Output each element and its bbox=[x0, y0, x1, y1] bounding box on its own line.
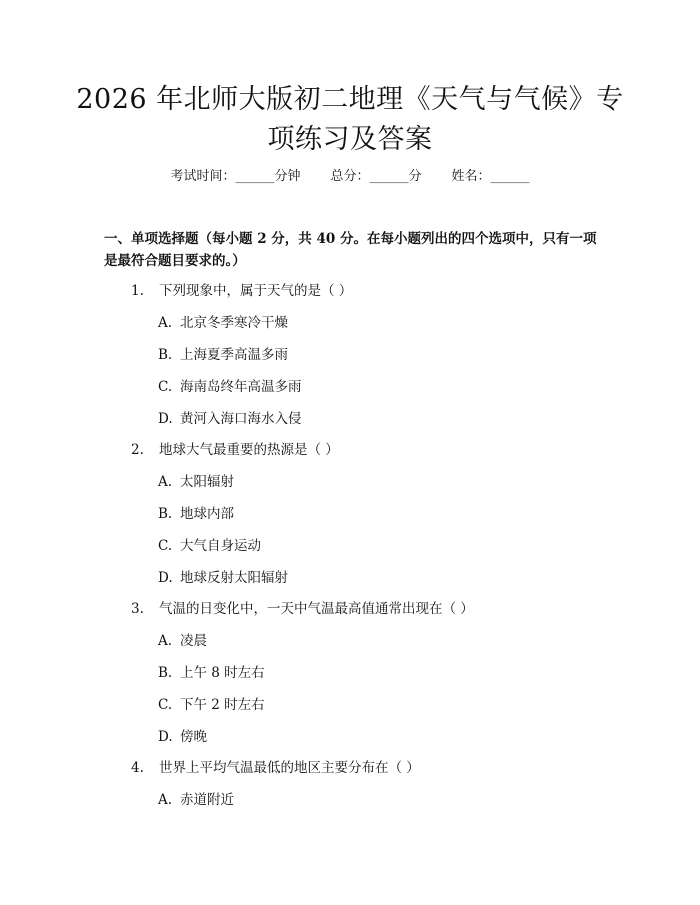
question-option bbox=[158, 505, 234, 523]
question-option bbox=[158, 696, 265, 714]
option-text: 海南岛终年高温多雨 bbox=[180, 379, 302, 395]
question-number: 1. bbox=[131, 283, 144, 299]
option-text: 太阳辐射 bbox=[180, 474, 234, 490]
question-option bbox=[158, 664, 265, 682]
question-option bbox=[158, 569, 288, 587]
option-letter: D. bbox=[158, 729, 173, 745]
question-option bbox=[158, 632, 207, 650]
question-text: 下列现象中，属于天气的是（ ） bbox=[159, 283, 353, 299]
page-title bbox=[60, 80, 640, 160]
question-option bbox=[158, 410, 302, 428]
question-text: 气温的日变化中，一天中气温最高值通常出现在（ ） bbox=[159, 601, 474, 617]
section-heading bbox=[104, 228, 604, 272]
option-letter: D. bbox=[158, 570, 173, 586]
question-option bbox=[158, 728, 207, 746]
question-number: 2. bbox=[131, 442, 144, 458]
option-text: 下午 2 时左右 bbox=[180, 697, 265, 713]
option-text: 地球内部 bbox=[180, 506, 234, 522]
question-option bbox=[158, 314, 288, 332]
title-line-2: 项练习及答案 bbox=[267, 124, 433, 155]
exam-info-line bbox=[60, 168, 640, 186]
question-option bbox=[158, 473, 234, 491]
option-letter: A. bbox=[158, 633, 173, 649]
option-letter: A. bbox=[158, 792, 173, 808]
question-stem bbox=[131, 282, 352, 300]
option-letter: D. bbox=[158, 411, 173, 427]
option-text: 赤道附近 bbox=[180, 792, 234, 808]
option-letter: C. bbox=[158, 379, 173, 395]
exam-time-label: 考试时间：______分钟 bbox=[170, 169, 301, 184]
option-letter: C. bbox=[158, 538, 173, 554]
question-text: 世界上平均气温最低的地区主要分布在（ ） bbox=[159, 760, 420, 776]
question-stem bbox=[131, 600, 474, 618]
option-letter: A. bbox=[158, 315, 173, 331]
option-letter: C. bbox=[158, 697, 173, 713]
option-text: 上海夏季高温多雨 bbox=[180, 347, 288, 363]
question-option bbox=[158, 378, 302, 396]
question-stem bbox=[131, 441, 339, 459]
option-text: 黄河入海口海水入侵 bbox=[180, 411, 302, 427]
option-letter: B. bbox=[158, 506, 173, 522]
question-option bbox=[158, 346, 288, 364]
option-text: 上午 8 时左右 bbox=[180, 665, 265, 681]
title-line-1: 2026 年北师大版初二地理《天气与气候》专 bbox=[76, 84, 624, 115]
option-letter: B. bbox=[158, 347, 173, 363]
question-number: 3. bbox=[131, 601, 144, 617]
question-option bbox=[158, 791, 234, 809]
section-heading-line-2: 是最符合题目要求的。） bbox=[104, 253, 246, 269]
total-score-label: 总分：______分 bbox=[330, 169, 422, 184]
question-number: 4. bbox=[131, 760, 144, 776]
option-letter: B. bbox=[158, 665, 173, 681]
question-option bbox=[158, 537, 261, 555]
question-text: 地球大气最重要的热源是（ ） bbox=[159, 442, 339, 458]
section-heading-line-1: 一、单项选择题（每小题 2 分，共 40 分。在每小题列出的四个选项中，只有一项 bbox=[104, 231, 597, 247]
option-text: 地球反射太阳辐射 bbox=[180, 570, 288, 586]
question-stem bbox=[131, 759, 420, 777]
student-name-label: 姓名：______ bbox=[451, 169, 530, 184]
option-text: 大气自身运动 bbox=[180, 538, 261, 554]
option-letter: A. bbox=[158, 474, 173, 490]
option-text: 傍晚 bbox=[180, 729, 207, 745]
option-text: 凌晨 bbox=[180, 633, 207, 649]
option-text: 北京冬季寒冷干燥 bbox=[180, 315, 288, 331]
